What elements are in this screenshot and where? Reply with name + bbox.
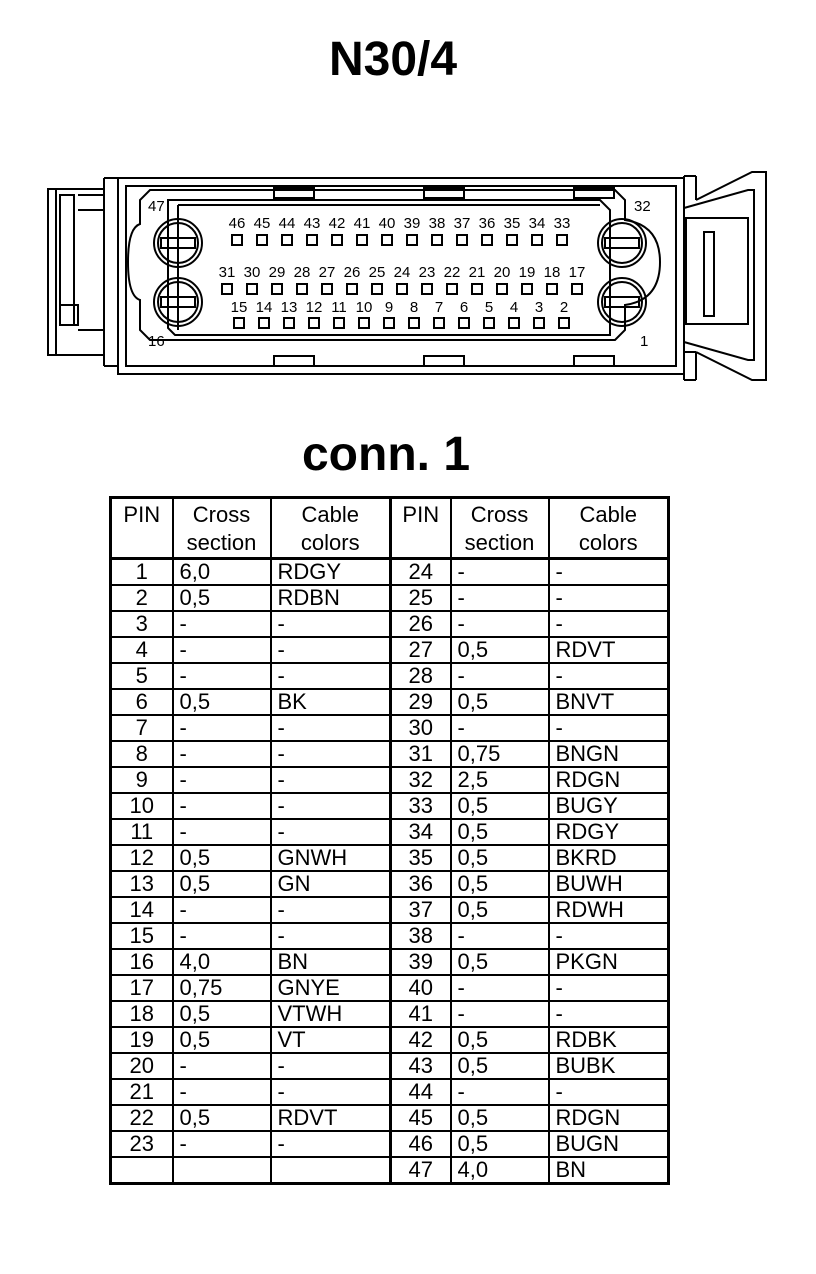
cable-color-cell: -	[549, 611, 669, 637]
pin-label: 37	[453, 215, 471, 232]
cross-section-cell: 0,75	[451, 741, 549, 767]
pin-cell: 47	[391, 1157, 451, 1184]
pin-label: 45	[253, 215, 271, 232]
cable-color-cell: -	[549, 715, 669, 741]
pin-socket	[407, 235, 417, 245]
cross-section-cell: 0,5	[451, 949, 549, 975]
cross-section-cell: -	[173, 767, 271, 793]
pin-cell: 3	[111, 611, 173, 637]
pin-cell: 14	[111, 897, 173, 923]
pin-cell: 19	[111, 1027, 173, 1053]
screw-icon-bottom-right	[598, 278, 646, 326]
cable-color-cell: -	[271, 715, 391, 741]
pin-label: 4	[509, 299, 519, 316]
cable-color-cell	[271, 1157, 391, 1184]
cross-section-cell: -	[451, 663, 549, 689]
table-row	[111, 949, 669, 975]
pin-socket	[297, 284, 307, 294]
pin-cell: 46	[391, 1131, 451, 1157]
pin-socket	[547, 284, 557, 294]
pin-cell	[111, 1157, 173, 1184]
pin-socket	[522, 284, 532, 294]
pin-socket	[247, 284, 257, 294]
pin-socket	[472, 284, 482, 294]
pin-label: 11	[331, 299, 347, 316]
pin-cell: 10	[111, 793, 173, 819]
pin-label: 19	[518, 264, 536, 281]
table-row	[111, 871, 669, 897]
pin-label: 44	[278, 215, 296, 232]
pin-label: 40	[378, 215, 396, 232]
pin-socket	[497, 284, 507, 294]
cross-section-cell: 4,0	[173, 949, 271, 975]
pin-label: 6	[459, 299, 469, 316]
corner-label-32: 32	[634, 198, 651, 215]
pin-cell: 39	[391, 949, 451, 975]
cable-color-cell: RDGY	[271, 559, 391, 586]
cable-color-cell: GN	[271, 871, 391, 897]
pin-socket	[484, 318, 494, 328]
pin-cell: 22	[111, 1105, 173, 1131]
pin-cell: 6	[111, 689, 173, 715]
cross-section-cell: -	[173, 1079, 271, 1105]
cross-section-cell: 0,5	[451, 637, 549, 663]
cross-section-cell: 0,5	[451, 845, 549, 871]
table-row	[111, 793, 669, 819]
pin-cell: 29	[391, 689, 451, 715]
pin-label: 38	[428, 215, 446, 232]
cross-section-cell: 0,5	[451, 819, 549, 845]
cross-section-cell: 0,5	[173, 871, 271, 897]
pin-cell: 38	[391, 923, 451, 949]
cross-section-cell: 0,5	[173, 1027, 271, 1053]
pin-socket	[534, 318, 544, 328]
header-cross-section-right: Cross section	[451, 498, 549, 559]
pin-label: 21	[468, 264, 486, 281]
pin-label: 27	[318, 264, 336, 281]
cable-color-cell: -	[271, 793, 391, 819]
cable-color-cell: GNYE	[271, 975, 391, 1001]
pin-socket	[559, 318, 569, 328]
cross-section-cell: 0,5	[451, 897, 549, 923]
pin-cell: 44	[391, 1079, 451, 1105]
cable-color-cell: -	[549, 663, 669, 689]
pin-cell: 37	[391, 897, 451, 923]
cable-color-cell: -	[549, 1079, 669, 1105]
pin-cell: 31	[391, 741, 451, 767]
cable-color-cell: BUBK	[549, 1053, 669, 1079]
pin-label: 22	[443, 264, 461, 281]
pin-cell: 4	[111, 637, 173, 663]
cable-color-cell: BUGN	[549, 1131, 669, 1157]
cross-section-cell: 4,0	[451, 1157, 549, 1184]
corner-label-16: 16	[148, 333, 165, 350]
pin-label: 7	[434, 299, 444, 316]
pin-cell: 17	[111, 975, 173, 1001]
pin-label: 41	[353, 215, 371, 232]
cable-color-cell: -	[271, 611, 391, 637]
pin-label: 33	[553, 215, 571, 232]
pin-cell: 33	[391, 793, 451, 819]
cross-section-cell: 0,5	[451, 1131, 549, 1157]
pin-cell: 42	[391, 1027, 451, 1053]
table-row	[111, 767, 669, 793]
pin-label: 12	[305, 299, 323, 316]
pin-label: 14	[255, 299, 273, 316]
cross-section-cell: -	[173, 1131, 271, 1157]
pin-socket	[332, 235, 342, 245]
cable-color-cell: RDBK	[549, 1027, 669, 1053]
cross-section-cell: -	[451, 1001, 549, 1027]
cable-color-cell: RDBN	[271, 585, 391, 611]
pin-cell: 15	[111, 923, 173, 949]
pin-label: 13	[280, 299, 298, 316]
cross-section-cell: -	[451, 715, 549, 741]
pin-assignment-table	[109, 496, 670, 1185]
header-cable-colors-right: Cable colors	[549, 498, 669, 559]
pin-cell: 5	[111, 663, 173, 689]
cross-section-cell: 0,5	[173, 689, 271, 715]
pin-socket	[347, 284, 357, 294]
pin-socket	[334, 318, 344, 328]
cable-color-cell: RDVT	[271, 1105, 391, 1131]
pin-cell: 26	[391, 611, 451, 637]
pin-cell: 8	[111, 741, 173, 767]
cable-color-cell: PKGN	[549, 949, 669, 975]
table-row	[111, 1001, 669, 1027]
cross-section-cell: 0,5	[451, 1105, 549, 1131]
pin-socket	[272, 284, 282, 294]
pin-label: 36	[478, 215, 496, 232]
table-row	[111, 819, 669, 845]
pin-cell: 9	[111, 767, 173, 793]
table-row	[111, 923, 669, 949]
pin-cell: 12	[111, 845, 173, 871]
header-pin-right: PIN	[391, 498, 451, 559]
cross-section-cell: -	[173, 819, 271, 845]
cross-section-cell: 0,5	[173, 1105, 271, 1131]
cross-section-cell: 2,5	[451, 767, 549, 793]
pin-label: 20	[493, 264, 511, 281]
pin-label: 30	[243, 264, 261, 281]
pin-cell: 36	[391, 871, 451, 897]
pin-cell: 40	[391, 975, 451, 1001]
pin-cell: 41	[391, 1001, 451, 1027]
table-row	[111, 585, 669, 611]
pin-socket	[459, 318, 469, 328]
table-row	[111, 637, 669, 663]
table-row	[111, 1157, 669, 1184]
cable-color-cell: BNGN	[549, 741, 669, 767]
pin-cell: 35	[391, 845, 451, 871]
pin-socket	[572, 284, 582, 294]
cable-color-cell: -	[549, 975, 669, 1001]
pin-label: 24	[393, 264, 411, 281]
cable-color-cell: BN	[271, 949, 391, 975]
pin-socket	[509, 318, 519, 328]
cross-section-cell: -	[451, 975, 549, 1001]
pin-cell: 16	[111, 949, 173, 975]
cable-color-cell: -	[271, 1131, 391, 1157]
cross-section-cell: -	[173, 1053, 271, 1079]
pin-socket	[372, 284, 382, 294]
cross-section-cell: 0,75	[173, 975, 271, 1001]
pin-label: 39	[403, 215, 421, 232]
cable-color-cell: BN	[549, 1157, 669, 1184]
pin-label: 35	[503, 215, 521, 232]
pin-label: 28	[293, 264, 311, 281]
pin-socket	[384, 318, 394, 328]
pin-cell: 43	[391, 1053, 451, 1079]
cross-section-cell: -	[173, 923, 271, 949]
pin-cell: 45	[391, 1105, 451, 1131]
pin-socket	[422, 284, 432, 294]
pin-label: 29	[268, 264, 286, 281]
cable-color-cell: VT	[271, 1027, 391, 1053]
cross-section-cell: -	[173, 793, 271, 819]
cable-color-cell: -	[271, 767, 391, 793]
pin-cell: 27	[391, 637, 451, 663]
cross-section-cell: -	[173, 715, 271, 741]
page-title: N30/4	[328, 33, 458, 86]
cable-color-cell: GNWH	[271, 845, 391, 871]
cross-section-cell: -	[173, 897, 271, 923]
pin-label: 31	[218, 264, 236, 281]
cross-section-cell: -	[451, 559, 549, 586]
pin-label: 18	[543, 264, 561, 281]
pin-socket	[222, 284, 232, 294]
cable-color-cell: RDWH	[549, 897, 669, 923]
pin-label: 3	[534, 299, 544, 316]
pin-socket	[307, 235, 317, 245]
pin-socket	[382, 235, 392, 245]
pin-socket	[359, 318, 369, 328]
cross-section-cell	[173, 1157, 271, 1184]
table-header-row	[111, 498, 669, 559]
header-cross-section-left: Cross section	[173, 498, 271, 559]
cross-section-cell: -	[451, 1079, 549, 1105]
cross-section-cell: 0,5	[451, 793, 549, 819]
table-row	[111, 663, 669, 689]
table-row	[111, 897, 669, 923]
pin-cell: 7	[111, 715, 173, 741]
cable-color-cell: -	[271, 637, 391, 663]
cable-color-cell: BUWH	[549, 871, 669, 897]
cable-color-cell: -	[549, 923, 669, 949]
cross-section-cell: 0,5	[173, 1001, 271, 1027]
cable-color-cell: -	[271, 1053, 391, 1079]
connector-diagram	[0, 0, 816, 420]
cable-color-cell: -	[271, 1079, 391, 1105]
pin-socket	[434, 318, 444, 328]
table-row	[111, 689, 669, 715]
cable-color-cell: RDGN	[549, 767, 669, 793]
pin-socket	[532, 235, 542, 245]
table-row	[111, 1105, 669, 1131]
pin-label: 42	[328, 215, 346, 232]
cross-section-cell: 0,5	[173, 845, 271, 871]
pin-socket	[482, 235, 492, 245]
pin-label: 46	[228, 215, 246, 232]
table-row	[111, 1053, 669, 1079]
pin-socket	[259, 318, 269, 328]
pin-socket	[432, 235, 442, 245]
pin-socket	[309, 318, 319, 328]
pin-socket	[357, 235, 367, 245]
table-row	[111, 741, 669, 767]
cable-color-cell: VTWH	[271, 1001, 391, 1027]
cross-section-cell: 0,5	[451, 871, 549, 897]
table-row	[111, 559, 669, 586]
cable-color-cell: -	[549, 585, 669, 611]
cable-color-cell: BUGY	[549, 793, 669, 819]
cross-section-cell: -	[173, 611, 271, 637]
pin-cell: 28	[391, 663, 451, 689]
pin-socket	[507, 235, 517, 245]
pin-cell: 23	[111, 1131, 173, 1157]
cross-section-cell: -	[451, 923, 549, 949]
pin-socket	[447, 284, 457, 294]
cross-section-cell: -	[451, 611, 549, 637]
pin-cell: 32	[391, 767, 451, 793]
connector-subtitle: conn. 1	[301, 428, 471, 481]
pin-cell: 34	[391, 819, 451, 845]
pin-socket	[234, 318, 244, 328]
table-row	[111, 975, 669, 1001]
pin-socket	[409, 318, 419, 328]
pin-label: 23	[418, 264, 436, 281]
table-row	[111, 715, 669, 741]
table-row	[111, 1079, 669, 1105]
pin-label: 43	[303, 215, 321, 232]
corner-label-1: 1	[640, 333, 649, 350]
cross-section-cell: -	[173, 663, 271, 689]
pin-label: 9	[384, 299, 394, 316]
cable-color-cell: -	[271, 897, 391, 923]
cross-section-cell: -	[173, 741, 271, 767]
pin-cell: 18	[111, 1001, 173, 1027]
pin-cell: 2	[111, 585, 173, 611]
pin-cell: 11	[111, 819, 173, 845]
header-pin-left: PIN	[111, 498, 173, 559]
pin-socket	[232, 235, 242, 245]
pin-label: 15	[230, 299, 248, 316]
pin-cell: 25	[391, 585, 451, 611]
cross-section-cell: -	[173, 637, 271, 663]
cross-section-cell: 0,5	[451, 1027, 549, 1053]
pin-socket	[322, 284, 332, 294]
pin-socket	[282, 235, 292, 245]
pin-cell: 24	[391, 559, 451, 586]
cable-color-cell: -	[271, 923, 391, 949]
header-cable-colors-left: Cable colors	[271, 498, 391, 559]
pin-socket	[457, 235, 467, 245]
cable-color-cell: RDGY	[549, 819, 669, 845]
pin-socket	[557, 235, 567, 245]
cable-color-cell: RDGN	[549, 1105, 669, 1131]
cable-color-cell: -	[549, 1001, 669, 1027]
pin-label: 26	[343, 264, 361, 281]
cable-color-cell: BK	[271, 689, 391, 715]
cable-color-cell: -	[271, 663, 391, 689]
cable-color-cell: -	[271, 741, 391, 767]
cable-color-cell: -	[271, 819, 391, 845]
table-row	[111, 1027, 669, 1053]
pin-label: 25	[368, 264, 386, 281]
pin-cell: 13	[111, 871, 173, 897]
pin-label: 34	[528, 215, 546, 232]
right-latch	[684, 172, 766, 380]
cable-color-cell: -	[549, 559, 669, 586]
cross-section-cell: 6,0	[173, 559, 271, 586]
table-row	[111, 845, 669, 871]
pin-label: 10	[355, 299, 373, 316]
pin-socket	[397, 284, 407, 294]
corner-label-47: 47	[148, 198, 165, 215]
pin-cell: 1	[111, 559, 173, 586]
cable-color-cell: BKRD	[549, 845, 669, 871]
cross-section-cell: -	[451, 585, 549, 611]
pin-cell: 20	[111, 1053, 173, 1079]
cross-section-cell: 0,5	[173, 585, 271, 611]
table-row	[111, 1131, 669, 1157]
pin-socket	[284, 318, 294, 328]
cross-section-cell: 0,5	[451, 689, 549, 715]
pin-label: 17	[568, 264, 586, 281]
pin-cell: 21	[111, 1079, 173, 1105]
cross-section-cell: 0,5	[451, 1053, 549, 1079]
pin-label: 8	[409, 299, 419, 316]
pin-cell: 30	[391, 715, 451, 741]
pin-label: 2	[559, 299, 569, 316]
pin-socket	[257, 235, 267, 245]
pin-label: 5	[484, 299, 494, 316]
cable-color-cell: RDVT	[549, 637, 669, 663]
screw-icon-top-right	[598, 219, 646, 267]
left-latch	[48, 178, 118, 366]
cable-color-cell: BNVT	[549, 689, 669, 715]
table-row	[111, 611, 669, 637]
